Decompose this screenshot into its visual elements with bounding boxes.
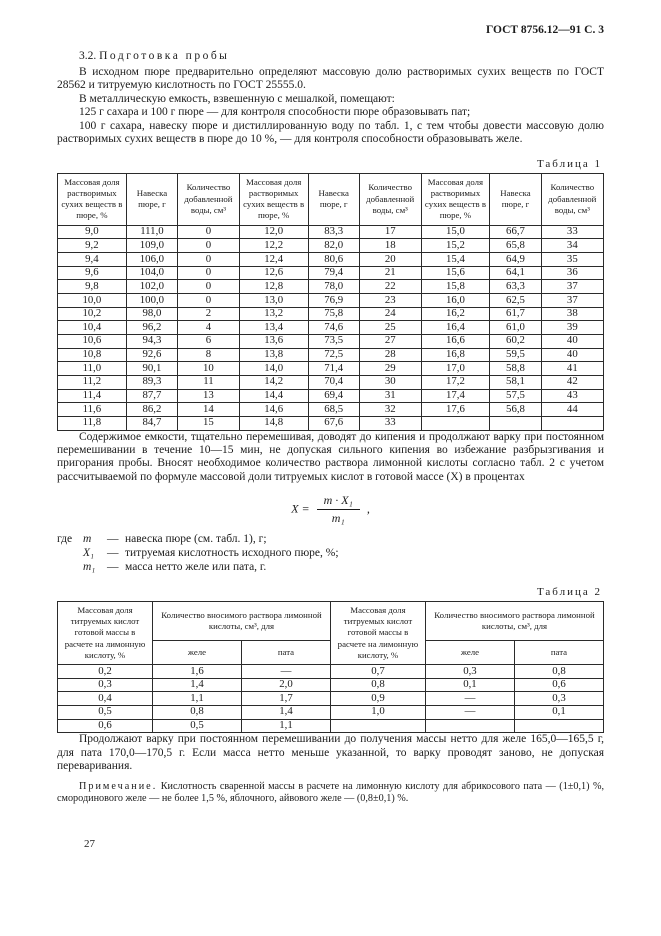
paragraph: В исходном пюре предварительно определяют массовую долю растворимых сухих веществ по ГОСТ 28562 и титруемую кислотность по ГОСТ 25555.0. [57,66,604,92]
column-header: Количество вносимого раствора лимонной кислоты, см³, для [153,601,331,640]
column-header: Навеска пюре, г [308,173,359,225]
table-cell: 72,5 [308,348,359,362]
table-cell: 27 [359,334,421,348]
table-row [58,375,604,389]
table-cell: 58,8 [490,362,541,376]
table-cell: 11,0 [58,362,127,376]
table-row [58,239,604,253]
table-cell: 33 [541,225,603,239]
table-row [58,665,604,679]
definition-variable: X₁ [83,547,95,560]
table-cell: 16,8 [421,348,490,362]
paragraph: Содержимое емкости, тщательно перемешивая, доводят до кипения и продолжают варку при постоянном перемешивании в течение 10—15 мин, не допуская сильного кипения во избежание разбрызгивания и пригорания пробы. Вносят необходимое количество раствора лимонной кислоты согласно табл. 2 с учетом рассчитываемой по формуле массовой доли титруемых кислот в готовой массе (X) в процентах [57,430,604,483]
table-cell: 0,6 [58,719,153,733]
table-cell: 1,4 [241,705,330,719]
table-cell: 73,5 [308,334,359,348]
table-cell: 0,8 [330,678,425,692]
formula-equals: = [301,501,310,516]
table-cell [514,719,603,733]
table-cell: 69,4 [308,389,359,403]
table-cell: 29 [359,362,421,376]
table-cell: 9,4 [58,253,127,267]
table-row [58,416,604,430]
table-cell: 10,4 [58,321,127,335]
table-cell: 14,4 [239,389,308,403]
section-title: Подготовка пробы [99,50,230,62]
definition-item [57,547,604,561]
table-row [58,719,604,733]
column-header: Массовая доля растворимых сухих веществ в пюре, % [239,173,308,225]
table-cell: 11 [178,375,240,389]
table-row [58,266,604,280]
definition-dash: — [107,547,119,560]
table-cell: 70,4 [308,375,359,389]
table-cell: 10,2 [58,307,127,321]
table-row [58,253,604,267]
table-cell: 0,5 [153,719,242,733]
table-cell: 0 [178,266,240,280]
document-reference: ГОСТ 8756.12—91 С. 3 [485,24,604,36]
table-cell: 82,0 [308,239,359,253]
table-cell: 9,6 [58,266,127,280]
table-cell: 37 [541,280,603,294]
table-cell: 16,6 [421,334,490,348]
column-header: Навеска пюре, г [490,173,541,225]
table-cell: 6 [178,334,240,348]
note-label: Примечание. [79,780,158,792]
table-cell: 11,2 [58,375,127,389]
table-cell: 59,5 [490,348,541,362]
table-cell: 15 [178,416,240,430]
formula-tail: , [366,501,370,516]
table-cell: 12,6 [239,266,308,280]
table-cell: 14,2 [239,375,308,389]
table1-body [58,225,604,430]
definition-variable: m₁ [83,560,96,573]
column-header: Количество добавленной воды, см³ [178,173,240,225]
table-cell: 38 [541,307,603,321]
paragraph: 100 г сахара, навеску пюре и дистиллированную воду по табл. 1, с тем чтобы довести массовую долю растворимых сухих веществ в пюре до 10 %, — для контроля способности образовывать желе. [57,119,604,146]
table-cell: 0,2 [58,665,153,679]
table-cell: 1,0 [330,705,425,719]
formula [57,493,604,526]
table1-head [58,173,604,225]
table-cell: 11,8 [58,416,127,430]
table2 [57,601,604,734]
table-cell: 17,2 [421,375,490,389]
table-cell: 1,6 [153,665,242,679]
table-row [58,334,604,348]
table-cell: 61,7 [490,307,541,321]
column-header: Массовая доля растворимых сухих веществ в пюре, % [58,173,127,225]
table-cell: 44 [541,403,603,417]
note [57,781,604,806]
table-cell: 24 [359,307,421,321]
table-cell: 64,1 [490,266,541,280]
table-cell: 0 [178,225,240,239]
table-cell: 79,4 [308,266,359,280]
table-row [58,348,604,362]
formula-numerator: m · X₁ [317,493,360,510]
table-cell: 20 [359,253,421,267]
table-cell: 78,0 [308,280,359,294]
section-heading [57,50,604,62]
table-row [58,294,604,308]
table-cell: 23 [359,294,421,308]
table-cell: 0,8 [153,705,242,719]
table-cell: 0,9 [330,692,425,706]
table-cell: 0,3 [58,678,153,692]
table-cell: 0 [178,253,240,267]
paragraph: 125 г сахара и 100 г пюре — для контроля способности пюре образовывать пат; [79,106,471,119]
table-cell: 17,6 [421,403,490,417]
table-cell [425,719,514,733]
table-cell: 13 [178,389,240,403]
table-cell: 41 [541,362,603,376]
definition-text: навеска пюре (см. табл. 1), г; [125,533,267,546]
table-cell: 14,6 [239,403,308,417]
table-cell: 60,2 [490,334,541,348]
table-cell [421,416,490,430]
table-cell: 66,7 [490,225,541,239]
table-cell: 9,8 [58,280,127,294]
table-cell: 74,6 [308,321,359,335]
column-subheader: пата [241,640,330,664]
table-cell: 0,3 [514,692,603,706]
table-row [58,705,604,719]
table-row [58,280,604,294]
table-cell: 12,2 [239,239,308,253]
table-cell: 43 [541,389,603,403]
table-cell: 15,4 [421,253,490,267]
definition-text: масса нетто желе или пата, г. [125,560,267,573]
table-cell: 56,8 [490,403,541,417]
table-cell: 15,8 [421,280,490,294]
definitions-list [57,533,604,574]
table1-caption: Таблица 1 [536,157,602,170]
table-cell: 86,2 [126,403,177,417]
table-cell: 1,1 [153,692,242,706]
table-cell: 32 [359,403,421,417]
column-header: Массовая доля титруемых кислот готовой массы в расчете на лимонную кислоту, % [330,601,425,664]
table-cell: 10,8 [58,348,127,362]
table-cell: 15,0 [421,225,490,239]
definition-text: титруемая кислотность исходного пюре, %; [125,547,339,560]
table-cell: 0,1 [425,678,514,692]
table-cell: 0 [178,239,240,253]
definition-item [57,561,604,575]
definition-item [57,533,604,547]
table-cell: 15,2 [421,239,490,253]
table-cell: 13,8 [239,348,308,362]
table-cell: 0,7 [330,665,425,679]
table-cell: 11,6 [58,403,127,417]
table-cell [541,416,603,430]
table-cell: 75,8 [308,307,359,321]
paragraph: В металлическую емкость, взвешенную с мешалкой, помещают: [79,92,395,105]
table-cell: 9,2 [58,239,127,253]
page-number: 27 [84,838,95,850]
table-cell: 1,4 [153,678,242,692]
table-cell: 10,6 [58,334,127,348]
table-cell: 64,9 [490,253,541,267]
table-cell: — [425,705,514,719]
table-cell: 92,6 [126,348,177,362]
definition-lead [57,547,83,561]
table-cell: 83,3 [308,225,359,239]
definition-variable: m [83,533,92,546]
table-cell: 14 [178,403,240,417]
table-cell: 76,9 [308,294,359,308]
table-row [58,678,604,692]
table-cell: 30 [359,375,421,389]
paragraph: Продолжают варку при постоянном перемешивании до получения массы нетто для желе 165,0—165,5 г, для пата 170,0—170,5 г. Если масса нетто меньше указанной, то варку проводят заново, не допуская переваривания. [57,733,604,773]
table-cell: 31 [359,389,421,403]
table-cell: 21 [359,266,421,280]
table-cell: 0,6 [514,678,603,692]
table-cell: 87,7 [126,389,177,403]
table-cell: 11,4 [58,389,127,403]
page-header [57,24,604,36]
table-cell: 25 [359,321,421,335]
column-header: Количество добавленной воды, см³ [541,173,603,225]
table-cell: 35 [541,253,603,267]
table-row [58,321,604,335]
table-cell: 17 [359,225,421,239]
table-cell: 98,0 [126,307,177,321]
definition-dash: — [107,560,119,573]
section-number: 3.2. [79,50,97,62]
table-cell: 58,1 [490,375,541,389]
table-cell: 1,1 [241,719,330,733]
table-cell: — [425,692,514,706]
table-cell: 16,0 [421,294,490,308]
table-cell: 2,0 [241,678,330,692]
definition-lead [57,561,83,575]
table-cell: 0 [178,294,240,308]
table-cell: 61,0 [490,321,541,335]
table-cell: 34 [541,239,603,253]
table-cell: 62,5 [490,294,541,308]
definition-dash: — [107,533,119,546]
table-cell: 57,5 [490,389,541,403]
table2-caption: Таблица 2 [536,585,602,598]
table2-head [58,601,604,664]
formula-fraction [317,493,360,526]
table-cell: 17,4 [421,389,490,403]
table-cell: 14,8 [239,416,308,430]
table-cell: 12,0 [239,225,308,239]
table-cell: 0,1 [514,705,603,719]
column-header: Количество вносимого раствора лимонной кислоты, см³, для [425,601,603,640]
table-cell: 13,2 [239,307,308,321]
table-cell: 4 [178,321,240,335]
table-cell: 0,3 [425,665,514,679]
table-cell: 80,6 [308,253,359,267]
column-header: Массовая доля растворимых сухих веществ в пюре, % [421,173,490,225]
table-cell: 36 [541,266,603,280]
formula-denominator: m₁ [331,511,345,526]
table-row [58,403,604,417]
column-subheader: желе [425,640,514,664]
table-cell: 9,0 [58,225,127,239]
table-cell: 84,7 [126,416,177,430]
table-row [58,389,604,403]
table-cell: 10,0 [58,294,127,308]
table2-header-row [58,601,604,640]
table-row [58,692,604,706]
table-cell: 2 [178,307,240,321]
table-cell: 111,0 [126,225,177,239]
table-cell: 15,6 [421,266,490,280]
table-row [58,225,604,239]
table-cell [330,719,425,733]
table-cell: 16,4 [421,321,490,335]
note-text: Кислотность сваренной массы в расчете на лимонную кислоту для абрикосового пата — (1±0,1) %, смородинового желе — не более 1,5 %, яблочного, айвового желе — (0,8±0,1) %. [57,780,605,805]
table-cell: 14,0 [239,362,308,376]
table-cell: 65,8 [490,239,541,253]
table-cell: 0,8 [514,665,603,679]
table-cell: 8 [178,348,240,362]
table-cell: 102,0 [126,280,177,294]
table-row [58,362,604,376]
table-cell: 39 [541,321,603,335]
table-cell: 0,5 [58,705,153,719]
table-cell: 100,0 [126,294,177,308]
table-cell: 37 [541,294,603,308]
table-cell: 16,2 [421,307,490,321]
table-cell: — [241,665,330,679]
table-cell: 40 [541,334,603,348]
table-cell: 42 [541,375,603,389]
table-cell: 10 [178,362,240,376]
table-cell: 40 [541,348,603,362]
column-subheader: желе [153,640,242,664]
table-cell: 12,8 [239,280,308,294]
table2-body [58,665,604,733]
table-cell: 0,4 [58,692,153,706]
table1-header-row [58,173,604,225]
table-cell: 13,4 [239,321,308,335]
table-cell: 68,5 [308,403,359,417]
table-cell: 90,1 [126,362,177,376]
table-cell: 17,0 [421,362,490,376]
formula-lhs: X [291,501,299,516]
table-cell: 96,2 [126,321,177,335]
table-cell: 18 [359,239,421,253]
table-cell: 22 [359,280,421,294]
table-cell: 13,0 [239,294,308,308]
column-subheader: пата [514,640,603,664]
table-cell: 33 [359,416,421,430]
table-cell: 71,4 [308,362,359,376]
table-cell: 104,0 [126,266,177,280]
table-cell: 13,6 [239,334,308,348]
table-row [58,307,604,321]
table-cell: 109,0 [126,239,177,253]
definition-lead: где [57,533,73,546]
table-cell: 94,3 [126,334,177,348]
table-cell: 89,3 [126,375,177,389]
table-cell: 1,7 [241,692,330,706]
table-cell: 106,0 [126,253,177,267]
column-header: Массовая доля титруемых кислот готовой массы в расчете на лимонную кислоту, % [58,601,153,664]
column-header: Навеска пюре, г [126,173,177,225]
table1 [57,173,604,431]
table-cell: 0 [178,280,240,294]
table-cell [490,416,541,430]
table-cell: 67,6 [308,416,359,430]
table-cell: 12,4 [239,253,308,267]
table-cell: 28 [359,348,421,362]
table-cell: 63,3 [490,280,541,294]
column-header: Количество добавленной воды, см³ [359,173,421,225]
